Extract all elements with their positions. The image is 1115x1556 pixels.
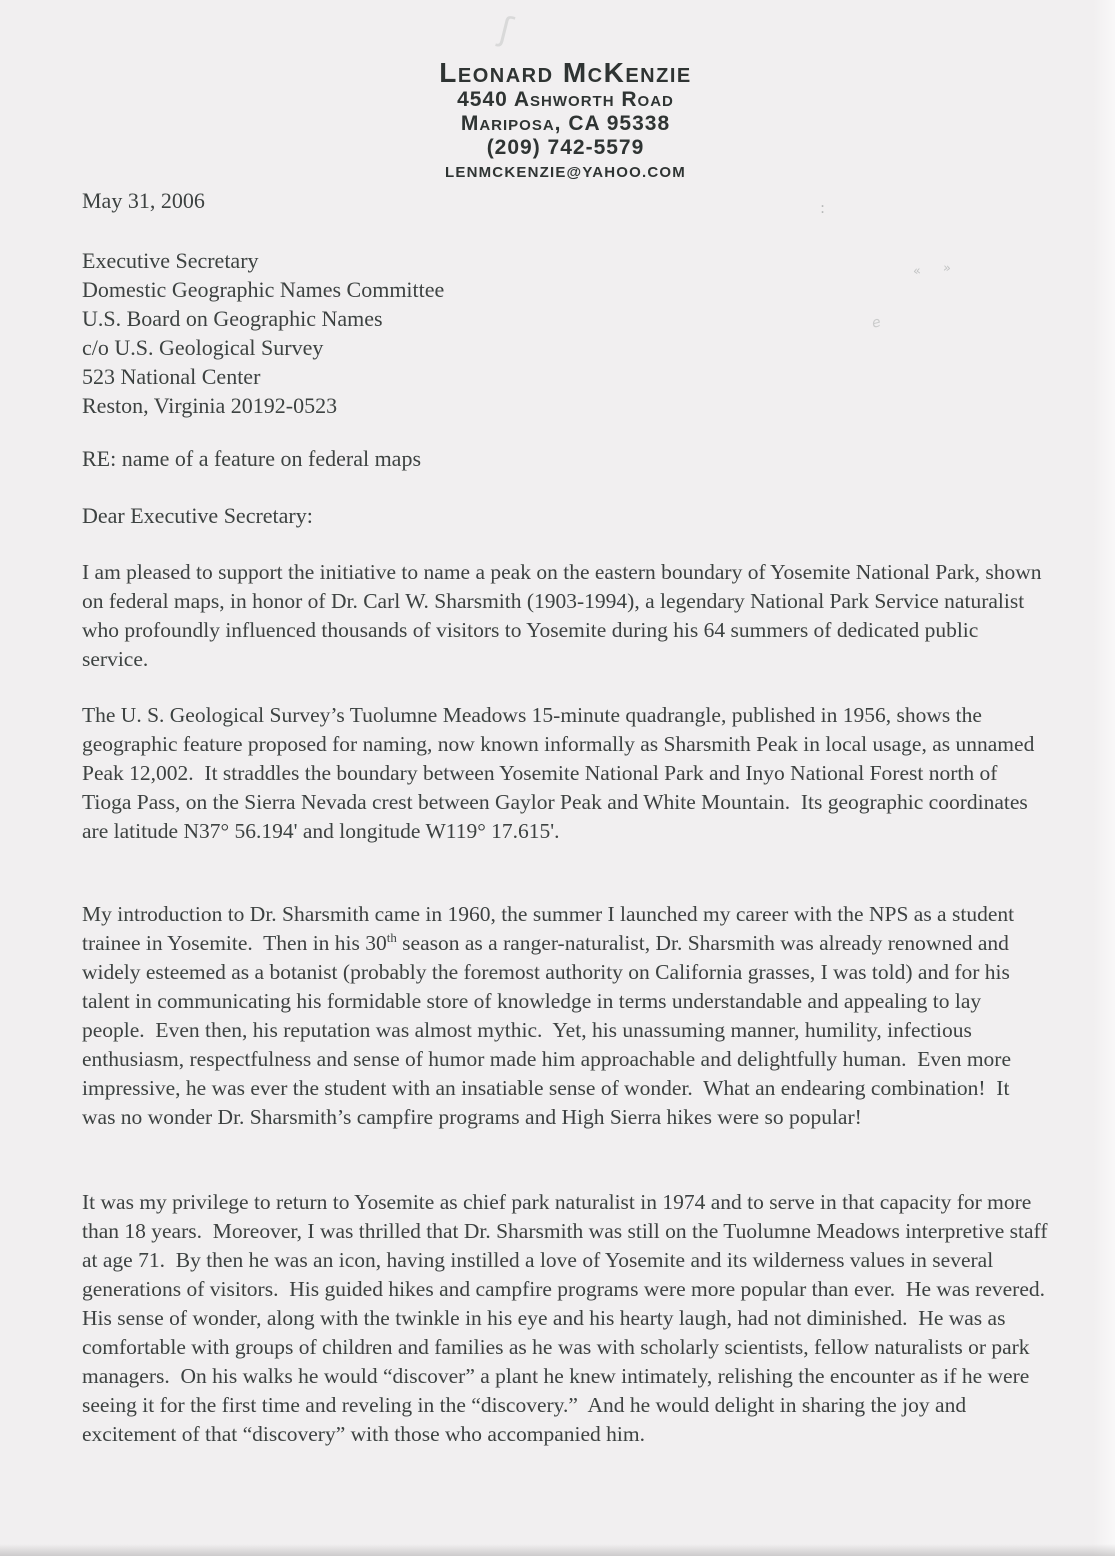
paragraph-3-text-after: season as a ranger-naturalist, Dr. Sharsmith was already renowned and widely esteemed as a botanist (probably the foremost authority on California grasses, I was told) and for his talent in communicating his formidable store of knowledge in terms understandable and appealing to lay people. Even then, his reputation was almost mythic. Yet, his unassuming manner, humility, infectious enthusiasm, respectfulness and sense of humor made him approachable and delightfully human. Even more impressive, he was ever the student with an insatiable sense of wonder. What an endearing combination! It was no wonder Dr. Sharsmith’s campfire programs and High Sierra hikes were so popular!	[82, 931, 1017, 1129]
recipient-line-title: Executive Secretary	[82, 248, 259, 273]
letterhead	[8, 57, 1115, 182]
recipient-line-street: 523 National Center	[82, 364, 261, 389]
letter-date: May 31, 2006	[82, 188, 205, 213]
scan-artifact-speck: «	[911, 263, 922, 280]
superscript-ordinal: th	[386, 930, 397, 945]
paragraph-return-1974: It was my privilege to return to Yosemite as chief park naturalist in 1974 and to serve in that capacity for more than 18 years. Moreover, I was thrilled that Dr. Sharsmith was still on the Tuolumne Meadows interpretive staff at age 71. By then he was an icon, having instilled a love of Yosemite and its wilderness values in several generations of visitors. His guided hikes and campfire programs were more popular than ever. He was revered. His sense of wonder, along with the twinkle in his eye and his hearty laugh, had not diminished. He was as comfortable with groups of children and families as he was with scholarly scientists, fellow naturalists or park managers. On his walks he would “discover” a plant he knew intimately, relishing the encounter as if he were seeing it for the first time and reveling in the “discovery.” And he would delight in sharing the joy and excitement of that “discovery” with those who accompanied him.	[82, 1190, 1056, 1446]
recipient-address-block	[82, 246, 444, 420]
scan-artifact-speck: :	[820, 199, 826, 217]
letterhead-email: LENMCKENZIE@YAHOO.COM	[445, 164, 686, 181]
letterhead-name: Leonard McKenzie	[439, 57, 692, 88]
letterhead-phone: (209) 742-5579	[486, 136, 645, 159]
paragraph-3-text-before: My introduction to Dr. Sharsmith came in 1960, the summer I launched my career with the NPS as a student trainee in Yosemite. Then in his 30	[82, 902, 1020, 955]
scan-edge-shadow	[0, 1544, 1115, 1556]
letterhead-city: Mariposa, CA 95338	[460, 112, 671, 135]
paragraph-support-initiative: I am pleased to support the initiative to name a peak on the eastern boundary of Yosemite National Park, shown on federal maps, in honor of Dr. Carl W. Sharsmith (1903-1994), a legendary National Park Service naturalist who profoundly influenced thousands of visitors to Yosemite during his 64 summers of dedicated public service.	[82, 560, 1047, 671]
salutation: Dear Executive Secretary:	[82, 503, 313, 528]
subject-line: RE: name of a feature on federal maps	[82, 446, 422, 471]
paragraph-quadrangle-location: The U. S. Geological Survey’s Tuolumne Meadows 15-minute quadrangle, published in 1956, shows the geographic feature proposed for naming, now known informally as Sharsmith Peak in local usage, as unnamed Peak 12,002. It straddles the boundary between Yosemite National Park and Inyo National Forest north of Tioga Pass, on the Sierra Nevada crest between Gaylor Peak and White Mountain. Its geographic coordinates are latitude N37° 56.194' and longitude W119° 17.615'.	[82, 703, 1040, 843]
recipient-line-committee: Domestic Geographic Names Committee	[82, 277, 445, 302]
scan-artifact-smudge: ʃ	[495, 9, 517, 51]
scan-artifact-speck: e	[870, 314, 883, 332]
recipient-line-city: Reston, Virginia 20192-0523	[82, 393, 338, 418]
paragraph-introduction-1960	[82, 900, 1048, 1132]
recipient-line-board: U.S. Board on Geographic Names	[82, 306, 383, 331]
scan-edge-highlight	[1093, 0, 1115, 1556]
scan-artifact-speck: »	[942, 260, 952, 277]
letterhead-street: 4540 Ashworth Road	[457, 88, 674, 111]
recipient-line-careof: c/o U.S. Geological Survey	[82, 335, 324, 360]
